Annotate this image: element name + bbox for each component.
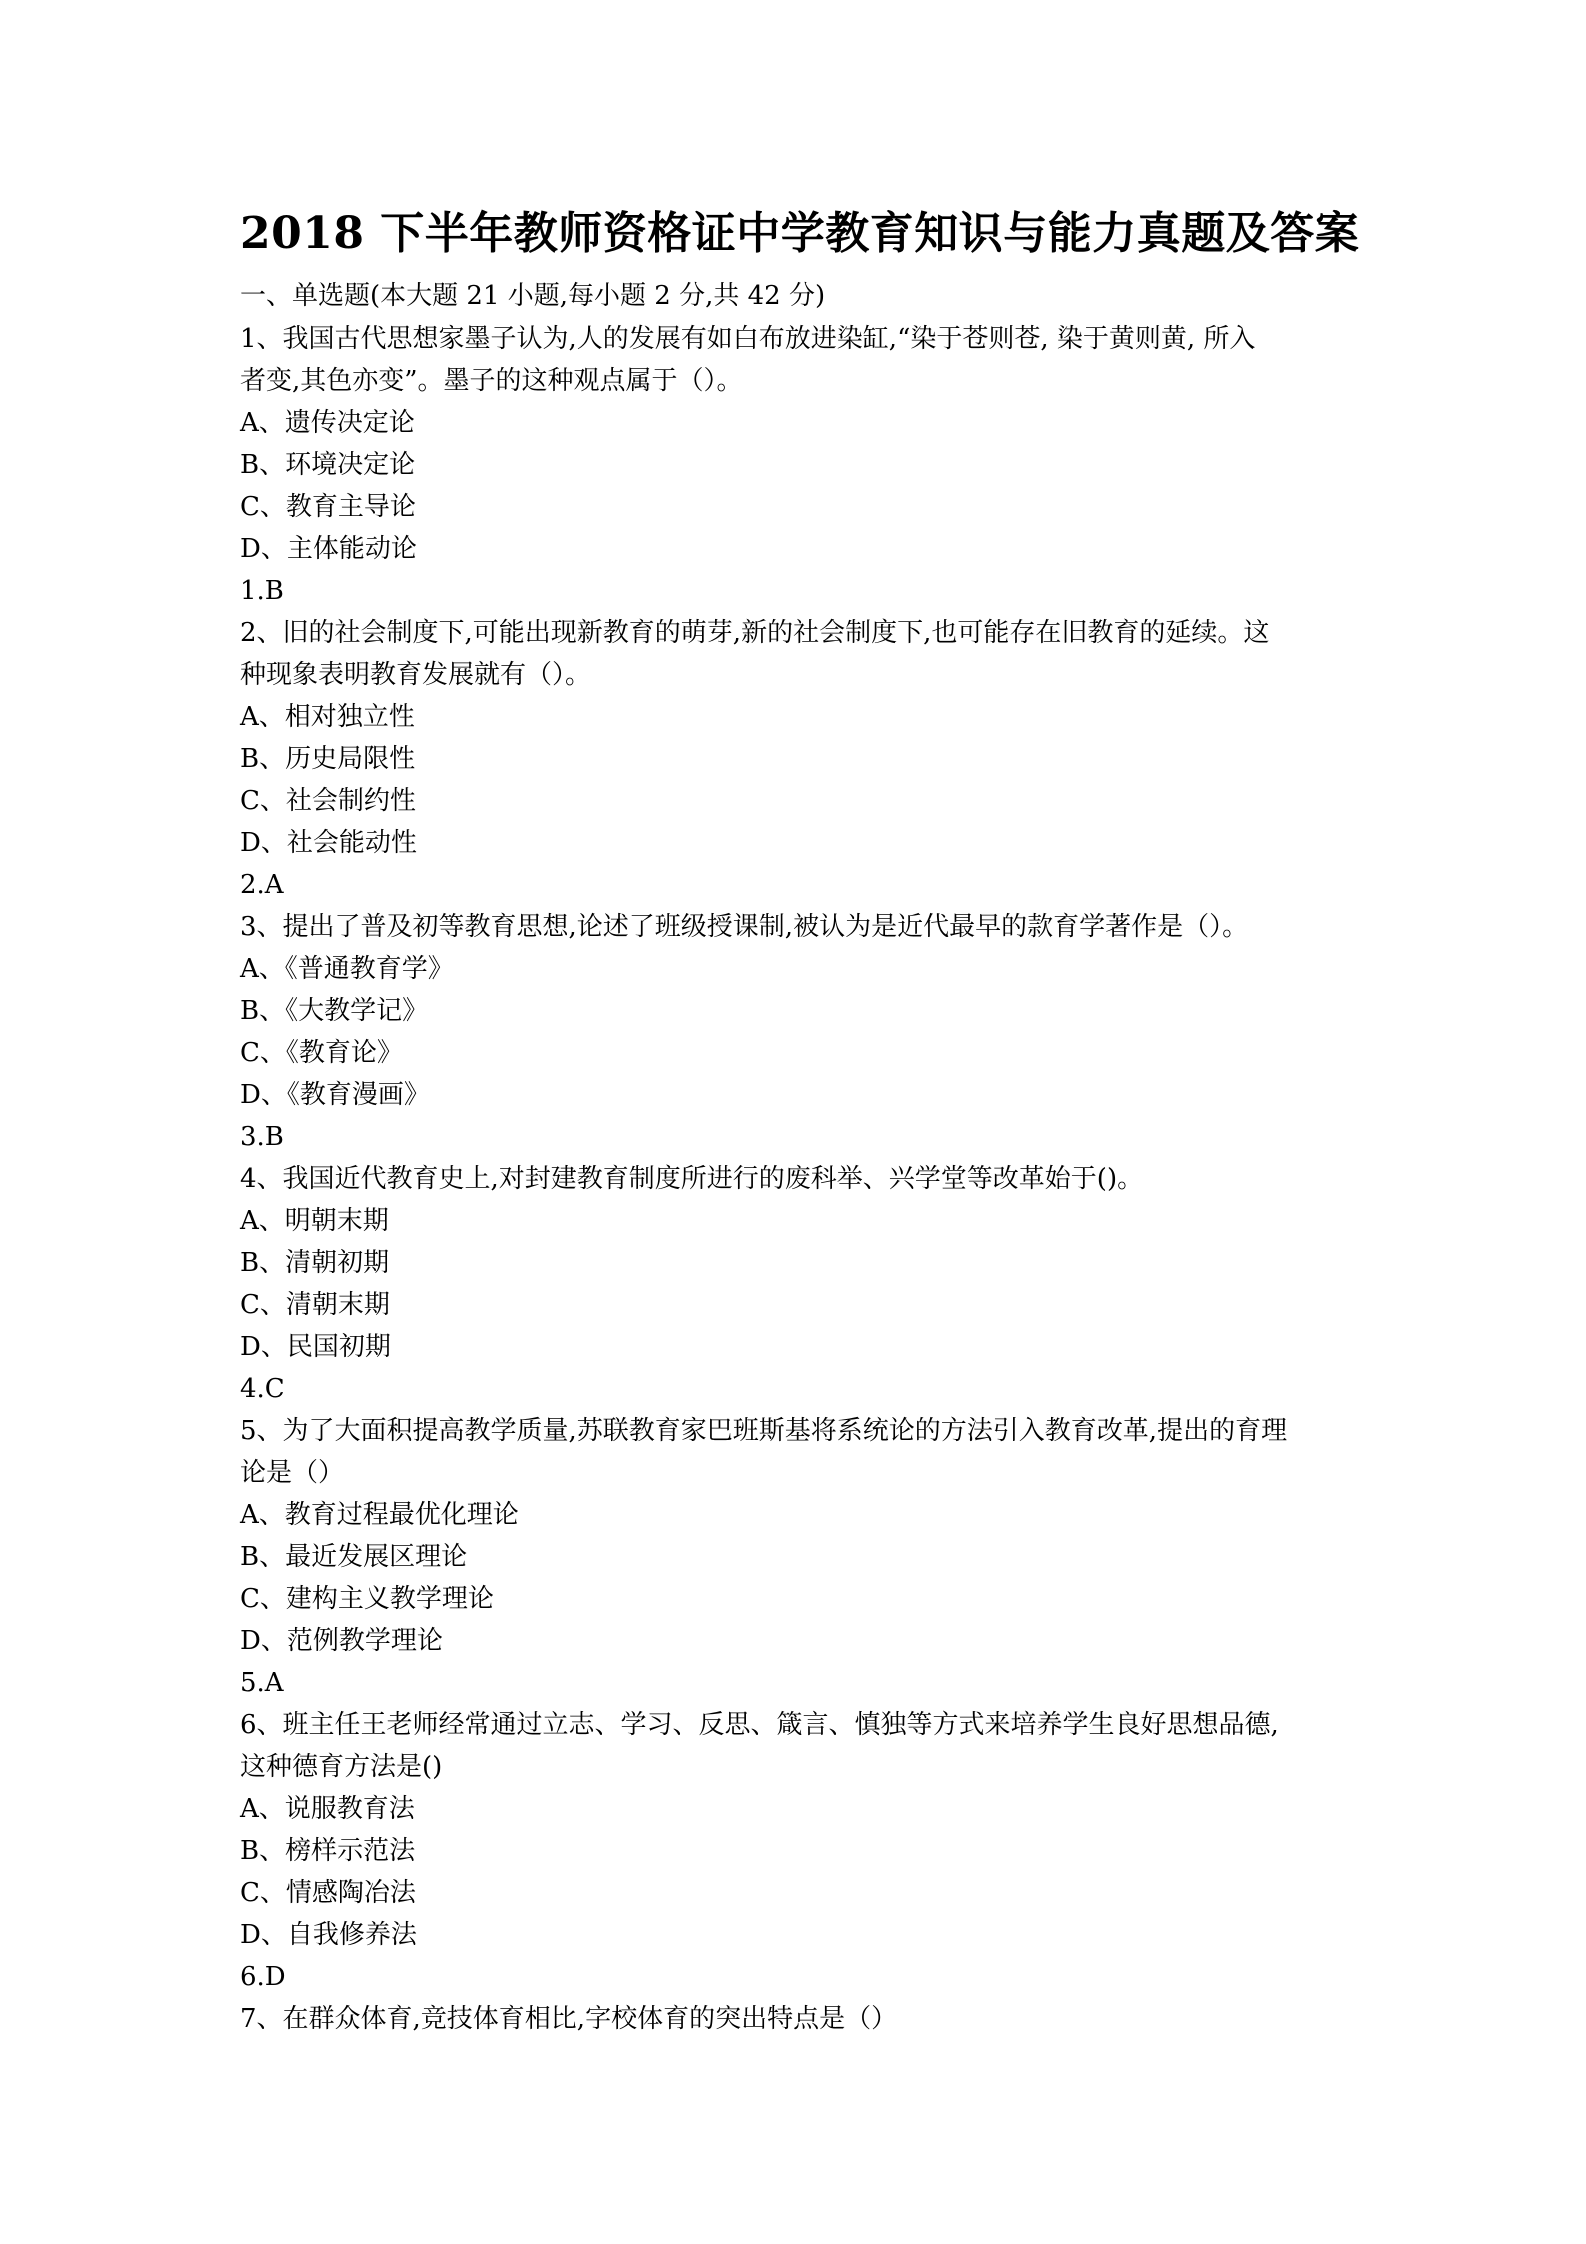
question-stem-line: 1、我国古代思想家墨子认为,人的发展有如白布放进染缸,“染于苍则苍, 染于黄则黄, 所入 — [240, 324, 1256, 354]
question-2 — [240, 612, 1350, 906]
answer-key: 6.D — [240, 1962, 286, 1992]
option-b: B、历史局限性 — [240, 744, 416, 774]
option-c: C、情感陶冶法 — [240, 1878, 416, 1908]
option-b: B、榜样示范法 — [240, 1836, 416, 1866]
section-heading: 一、单选题(本大题 21 小题,每小题 2 分,共 42 分) — [240, 281, 826, 311]
option-b: B、最近发展区理论 — [240, 1542, 468, 1572]
question-stem-line: 7、在群众体育,竞技体育相比,字校体育的突出特点是（） — [240, 2004, 898, 2034]
question-stem-line: 种现象表明教育发展就有（）。 — [240, 660, 592, 690]
option-d: D、《教育漫画》 — [240, 1080, 430, 1110]
option-c: C、建构主义教学理论 — [240, 1584, 494, 1614]
option-b: B、环境决定论 — [240, 450, 416, 480]
question-5 — [240, 1410, 1350, 1704]
option-a: A、明朝末期 — [240, 1206, 389, 1236]
question-6 — [240, 1704, 1350, 1998]
option-c: C、教育主导论 — [240, 492, 416, 522]
option-a: A、遗传决定论 — [240, 408, 415, 438]
question-stem-line: 6、班主任王老师经常通过立志、学习、反思、箴言、慎独等方式来培养学生良好思想品德, — [240, 1710, 1279, 1740]
question-1 — [240, 318, 1350, 612]
option-a: A、教育过程最优化理论 — [240, 1500, 519, 1530]
question-7 — [240, 1998, 1350, 2040]
question-stem-line: 5、为了大面积提高教学质量,苏联教育家巴班斯基将系统论的方法引入教育改革,提出的育理 — [240, 1416, 1288, 1446]
option-a: A、说服教育法 — [240, 1794, 415, 1824]
question-list — [240, 318, 1350, 2040]
option-d: D、主体能动论 — [240, 534, 417, 564]
question-stem-line: 4、我国近代教育史上,对封建教育制度所进行的废科举、兴学堂等改革始于()。 — [240, 1164, 1144, 1194]
question-stem-line: 论是（） — [240, 1458, 345, 1488]
answer-key: 2.A — [240, 870, 284, 900]
option-b: B、清朝初期 — [240, 1248, 390, 1278]
question-stem-line: 这种德育方法是() — [240, 1752, 443, 1782]
question-4 — [240, 1158, 1350, 1410]
question-stem-line: 者变,其色亦变”。墨子的这种观点属于（）。 — [240, 366, 743, 396]
option-b: B、《大教学记》 — [240, 996, 429, 1026]
answer-key: 4.C — [240, 1374, 285, 1404]
option-d: D、民国初期 — [240, 1332, 391, 1362]
document-title: 2018 下半年教师资格证中学教育知识与能力真题及答案 — [240, 208, 1360, 259]
option-c: C、清朝末期 — [240, 1290, 390, 1320]
question-stem-line: 2、旧的社会制度下,可能出现新教育的萌芽,新的社会制度下,也可能存在旧教育的延续。这 — [240, 618, 1270, 648]
option-d: D、范例教学理论 — [240, 1626, 443, 1656]
option-a: A、相对独立性 — [240, 702, 415, 732]
option-c: C、社会制约性 — [240, 786, 416, 816]
answer-key: 1.B — [240, 576, 284, 606]
option-a: A、《普通教育学》 — [240, 954, 454, 984]
answer-key: 3.B — [240, 1122, 284, 1152]
answer-key: 5.A — [240, 1668, 284, 1698]
question-3 — [240, 906, 1350, 1158]
option-d: D、社会能动性 — [240, 828, 417, 858]
option-d: D、自我修养法 — [240, 1920, 417, 1950]
option-c: C、《教育论》 — [240, 1038, 403, 1068]
question-stem-line: 3、提出了普及初等教育思想,论述了班级授课制,被认为是近代最早的款育学著作是（）。 — [240, 912, 1249, 942]
